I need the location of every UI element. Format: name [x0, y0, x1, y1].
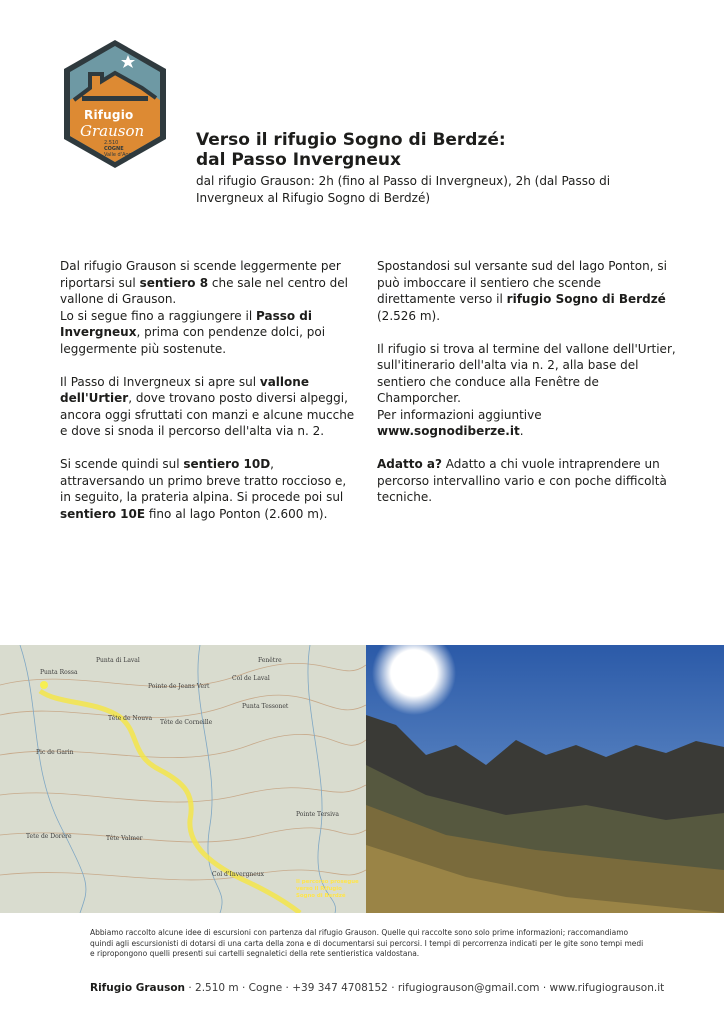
map-label: Punta Rossa	[40, 669, 78, 676]
map-label: Tête de Corneille	[160, 719, 213, 726]
map-label: Col d'Invergneux	[212, 871, 265, 878]
disclaimer: Abbiamo raccolto alcune idee di escursioni con partenza dal rifugio Grauson. Quelle qui raccolte sono solo prime informazioni; raccomandiamo quindi agli escursionisti di dotarsi di una carta della zona e di documentarsi sui percorsi. I tempi di percorrenza indicati per le gite sono tempi medi e ripropongono quelli presenti sui cartelli segnaletici della rete sentieristica valdostana.	[90, 928, 644, 958]
map-label: Pointe Tersiva	[296, 811, 339, 818]
paragraph: Adatto a? Adatto a chi vuole intraprendere un percorso intervallino vario e con poche difficoltà tecniche.	[377, 457, 667, 504]
paragraph: Spostandosi sul versante sud del lago Ponton, si può imboccare il sentiero che scende direttamente verso il rifugio Sogno di Berdzé (2.526 m).	[377, 259, 667, 323]
map-label: Fenêtre	[258, 657, 282, 664]
start-point-marker	[40, 681, 48, 689]
page-subtitle: dal rifugio Grauson: 2h (fino al Passo di Invergneux), 2h (dal Passo di Invergneux al Rifugio Sogno di Berdzé)	[196, 174, 611, 205]
map-label: Tete de Dorère	[26, 833, 72, 840]
topographic-map	[0, 645, 366, 913]
paragraph: Il Passo di Invergneux si apre sul vallone dell'Urtier, dove trovano posto diversi alpeggi, ancora oggi sfruttati con manzi e alcune mucche e dove si snoda il percorso dell'alta via n. 2.	[60, 374, 355, 438]
mountain-photo	[366, 645, 724, 913]
map-label: Punta Tessonet	[242, 703, 289, 710]
paragraph: Dal rifugio Grauson si scende leggermente per riportarsi sul sentiero 8 che sale nel centro del vallone di Grauson. Lo si segue fino a raggiungere il Passo di Invergneux, prima con pendenze dolci, poi leggermente più sostenute.	[60, 259, 349, 356]
map-label: Pic de Garin	[36, 749, 74, 756]
image-strip	[0, 645, 724, 913]
logo-script: Grauson	[80, 122, 145, 140]
paragraph: Il rifugio si trova al termine del vallone dell'Urtier, sull'itinerario dell'alta via n. 2, alla base del sentiero che conduce alla Fenêtre de Champorcher. Per informazioni aggiuntive www.sognodiberze.it.	[377, 341, 676, 438]
website-link[interactable]: www.sognodiberze.it	[377, 424, 520, 438]
page-title	[196, 130, 616, 170]
logo-name: Rifugio	[84, 108, 134, 122]
map-label: Punta di Laval	[96, 657, 140, 664]
map-label: Pointe de Jeans Vert	[148, 683, 210, 690]
paragraph: Si scende quindi sul sentiero 10D, attraversando un primo breve tratto roccioso e, in seguito, la prateria alpina. Si procede poi sul sentiero 10E fino al lago Ponton (2.600 m).	[60, 457, 347, 521]
logo-region: Valle d'Aosta	[104, 152, 137, 158]
left-column	[60, 258, 360, 539]
footer-details: · 2.510 m · Cogne · +39 347 4708152 · rifugiograuson@gmail.com · www.rifugiograuson.it	[185, 982, 665, 994]
title-line-2: dal Passo Invergneux	[196, 150, 401, 170]
rifugio-grauson-logo	[60, 38, 170, 170]
header	[196, 130, 616, 207]
map-label: Tête Valmer	[106, 835, 143, 842]
route-note: Il percorso prosegue verso il Rifugio Sogno di Berdzé	[296, 879, 359, 899]
map-label: Tête de Nouva	[108, 715, 153, 722]
title-line-1: Verso il rifugio Sogno di Berdzé:	[196, 130, 506, 150]
logo-altitude: 2.510	[104, 140, 119, 146]
logo-town: COGNE	[104, 146, 124, 152]
map-label: Col de Laval	[232, 675, 270, 682]
footer	[90, 982, 690, 994]
footer-name: Rifugio Grauson	[90, 982, 186, 994]
right-column	[377, 258, 677, 522]
